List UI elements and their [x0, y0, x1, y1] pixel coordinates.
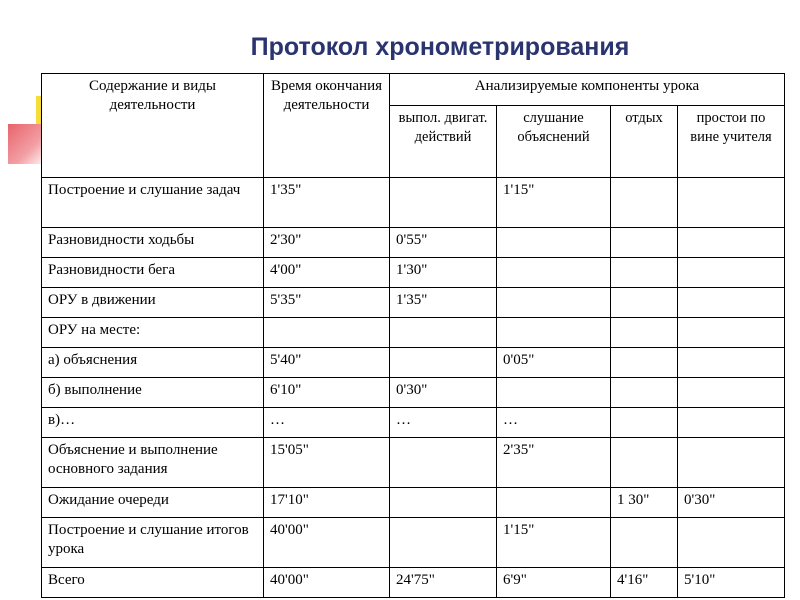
rest-cell [611, 258, 678, 288]
motor-cell: 24'75" [390, 568, 497, 598]
end-time-cell: 4'00" [264, 258, 390, 288]
idle-cell [678, 408, 785, 438]
motor-cell [390, 488, 497, 518]
rest-cell [611, 228, 678, 258]
listening-cell: 1'15" [497, 518, 611, 568]
end-time-cell [264, 318, 390, 348]
table-row [42, 318, 785, 348]
header-content: Содержание и виды деятельности [42, 74, 264, 178]
table-row [42, 228, 785, 258]
activity-cell: Объяснение и выполнение основного задания [42, 438, 264, 488]
end-time-cell: 17'10" [264, 488, 390, 518]
rest-cell [611, 288, 678, 318]
motor-cell [390, 348, 497, 378]
table-row [42, 488, 785, 518]
header-row-main [42, 74, 785, 106]
listening-cell [497, 288, 611, 318]
end-time-cell: 6'10" [264, 378, 390, 408]
header-idle: простои по вине учителя [678, 106, 785, 178]
activity-cell: Разновидности ходьбы [42, 228, 264, 258]
idle-cell [678, 288, 785, 318]
listening-cell: 1'15" [497, 178, 611, 228]
listening-cell [497, 258, 611, 288]
idle-cell [678, 518, 785, 568]
header-end-time: Время окончания деятельности [264, 74, 390, 178]
end-time-cell: 1'35" [264, 178, 390, 228]
table-row [42, 438, 785, 488]
rest-cell [611, 408, 678, 438]
idle-cell [678, 228, 785, 258]
activity-cell: ОРУ на месте: [42, 318, 264, 348]
rest-cell [611, 348, 678, 378]
activity-cell: Построение и слушание итогов урока [42, 518, 264, 568]
listening-cell [497, 318, 611, 348]
motor-cell [390, 518, 497, 568]
listening-cell [497, 488, 611, 518]
idle-cell: 0'30" [678, 488, 785, 518]
listening-cell [497, 378, 611, 408]
idle-cell [678, 348, 785, 378]
end-time-cell: 40'00" [264, 518, 390, 568]
header-analyzed-components: Анализируемые компоненты урока [390, 74, 785, 106]
motor-cell [390, 178, 497, 228]
header-listening: слушание объяснений [497, 106, 611, 178]
idle-cell [678, 378, 785, 408]
end-time-cell: 40'00" [264, 568, 390, 598]
idle-cell [678, 258, 785, 288]
table-row [42, 288, 785, 318]
table-row [42, 258, 785, 288]
idle-cell [678, 178, 785, 228]
end-time-cell: … [264, 408, 390, 438]
activity-cell: Построение и слушание задач [42, 178, 264, 228]
end-time-cell: 15'05" [264, 438, 390, 488]
activity-cell: Всего [42, 568, 264, 598]
table-row [42, 408, 785, 438]
table-row [42, 378, 785, 408]
idle-cell [678, 438, 785, 488]
table-row [42, 518, 785, 568]
rest-cell [611, 378, 678, 408]
activity-cell: б) выполнение [42, 378, 264, 408]
listening-cell: 0'05" [497, 348, 611, 378]
rest-cell [611, 438, 678, 488]
activity-cell: а) объяснения [42, 348, 264, 378]
timing-protocol-table [41, 73, 785, 598]
listening-cell: 2'35" [497, 438, 611, 488]
page-title: Протокол хронометрирования [250, 33, 630, 61]
idle-cell: 5'10" [678, 568, 785, 598]
header-motor-actions: выпол. двигат. действий [390, 106, 497, 178]
rest-cell: 4'16" [611, 568, 678, 598]
rest-cell [611, 178, 678, 228]
activity-cell: ОРУ в движении [42, 288, 264, 318]
total-row [42, 568, 785, 598]
rest-cell [611, 318, 678, 348]
end-time-cell: 5'35" [264, 288, 390, 318]
end-time-cell: 2'30" [264, 228, 390, 258]
end-time-cell: 5'40" [264, 348, 390, 378]
motor-cell: … [390, 408, 497, 438]
activity-cell: Разновидности бега [42, 258, 264, 288]
motor-cell: 0'55" [390, 228, 497, 258]
rest-cell [611, 518, 678, 568]
motor-cell: 0'30" [390, 378, 497, 408]
listening-cell: … [497, 408, 611, 438]
rest-cell: 1 30" [611, 488, 678, 518]
listening-cell [497, 228, 611, 258]
header-rest: отдых [611, 106, 678, 178]
idle-cell [678, 318, 785, 348]
activity-cell: в)… [42, 408, 264, 438]
motor-cell [390, 438, 497, 488]
activity-cell: Ожидание очереди [42, 488, 264, 518]
motor-cell: 1'35" [390, 288, 497, 318]
motor-cell [390, 318, 497, 348]
table-row [42, 178, 785, 228]
motor-cell: 1'30" [390, 258, 497, 288]
table-row [42, 348, 785, 378]
listening-cell: 6'9" [497, 568, 611, 598]
